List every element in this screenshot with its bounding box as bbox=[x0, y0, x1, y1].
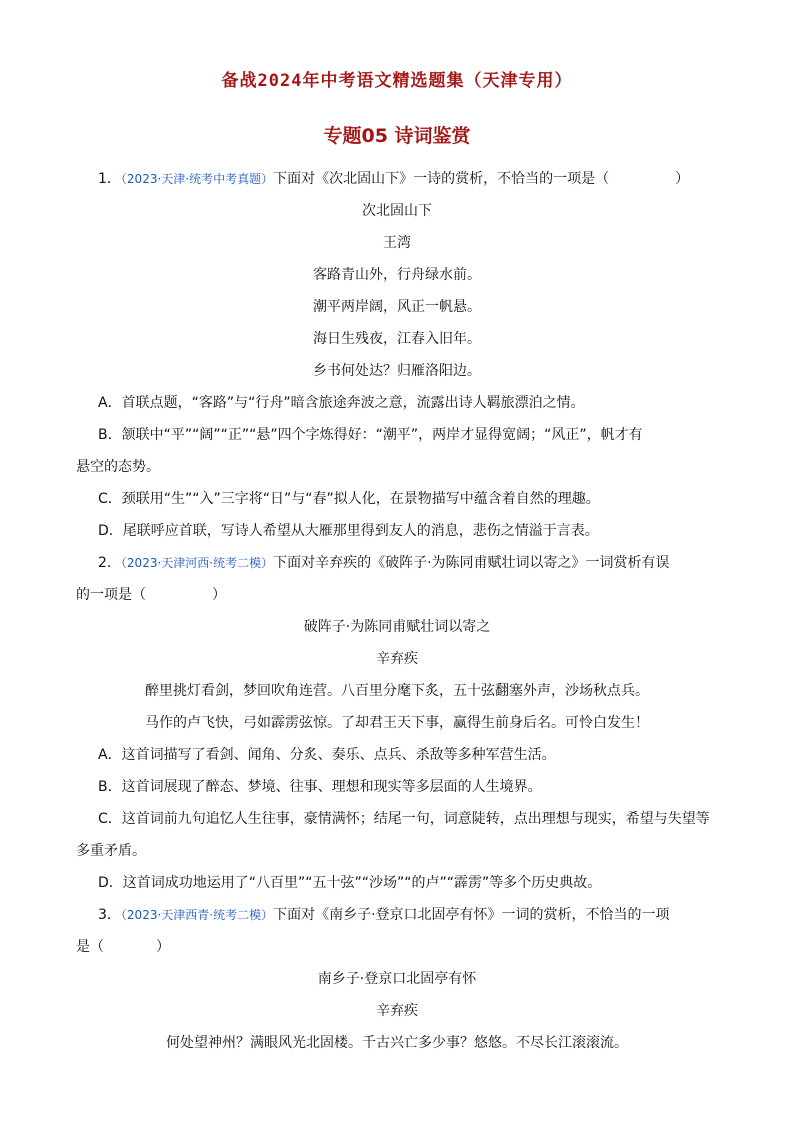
option-a: A．首联点题，“客路”与“行舟”暗含旅途奔波之意，流露出诗人羁旅漂泊之情。 bbox=[98, 395, 585, 411]
question-text: 下面对《南乡子·登京口北固亭有怀》一词的赏析，不恰当的一项 bbox=[273, 907, 670, 923]
poem-title: 次北固山下 bbox=[362, 203, 432, 219]
question-3-stem bbox=[98, 906, 738, 924]
question-number: 1． bbox=[98, 171, 121, 187]
option-a: A．这首词描写了看剑、闻角、分炙、奏乐、点兵、杀敌等多种军营生活。 bbox=[98, 747, 556, 763]
question-text: 下面对《次北固山下》一诗的赏析，不恰当的一项是（ bbox=[273, 171, 610, 187]
question-source: （2023·天津西青·统考二模） bbox=[120, 908, 274, 922]
poem-line: 客路青山外，行舟绿水前。 bbox=[313, 267, 481, 283]
option-c: C．这首词前九句追忆人生往事，豪情满怀；结尾一句，词意陡转，点出理想与现实，希望与失望等 bbox=[98, 811, 710, 827]
option-b: B．颔联中“平”“阔”“正”“悬”四个字炼得好：“潮平”，两岸才显得宽阔；“风正”，帆才有 bbox=[98, 427, 643, 443]
question-text: 是（ bbox=[76, 939, 104, 955]
option-c: C．颈联用“生”“入”三字将“日”与“春”拟人化，在景物描写中蕴含着自然的理趣。 bbox=[98, 491, 600, 507]
question-3-stem-continued bbox=[76, 938, 716, 956]
poem-author: 辛弃疾 bbox=[376, 1003, 418, 1019]
poem-line: 何处望神州？满眼风光北固楼。千古兴亡多少事？悠悠。不尽长江滚滚流。 bbox=[166, 1035, 628, 1051]
series-title: 备战2024年中考语文精选题集（天津专用） bbox=[221, 71, 573, 91]
poem-line: 潮平两岸阔，风正一帆悬。 bbox=[313, 299, 481, 315]
option-b-continued: 悬空的态势。 bbox=[76, 459, 160, 475]
question-1-stem bbox=[98, 170, 738, 188]
topic-title: 专题05 诗词鉴赏 bbox=[323, 125, 471, 147]
question-source: （2023·天津·统考中考真题） bbox=[120, 172, 274, 186]
question-number: 3． bbox=[98, 907, 121, 923]
poem-line: 马作的卢飞快，弓如霹雳弦惊。了却君王天下事，赢得生前身后名。可怜白发生！ bbox=[145, 715, 649, 731]
answer-paren-close: ） bbox=[675, 171, 690, 187]
question-number: 2． bbox=[98, 555, 121, 571]
option-b: B．这首词展现了醉态、梦境、往事、理想和现实等多层面的人生境界。 bbox=[98, 779, 542, 795]
answer-paren-close: ） bbox=[212, 587, 226, 603]
answer-paren-close: ） bbox=[156, 939, 170, 955]
question-source: （2023·天津河西·统考二模） bbox=[120, 556, 274, 570]
poem-title: 南乡子·登京口北固亭有怀 bbox=[317, 971, 477, 987]
poem-line: 海日生残夜，江春入旧年。 bbox=[313, 331, 481, 347]
option-d: D．这首词成功地运用了“八百里”“五十弦”“沙场”“的卢”“霹雳”等多个历史典故。 bbox=[98, 875, 602, 891]
poem-line: 醉里挑灯看剑，梦回吹角连营。八百里分麾下炙，五十弦翻塞外声，沙场秋点兵。 bbox=[145, 683, 649, 699]
poem-title: 破阵子·为陈同甫赋壮词以寄之 bbox=[303, 619, 491, 635]
question-2-stem bbox=[98, 554, 738, 572]
poem-author: 辛弃疾 bbox=[376, 651, 418, 667]
poem-line: 乡书何处达？归雁洛阳边。 bbox=[313, 363, 481, 379]
option-c-continued: 多重矛盾。 bbox=[76, 843, 146, 859]
question-text: 下面对辛弃疾的《破阵子·为陈同甫赋壮词以寄之》一词赏析有误 bbox=[273, 555, 670, 571]
option-d: D．尾联呼应首联，写诗人希望从大雁那里得到友人的消息，悲伤之情溢于言表。 bbox=[98, 523, 599, 539]
question-2-stem-continued bbox=[76, 586, 716, 604]
question-text: 的一项是（ bbox=[76, 587, 146, 603]
poem-author: 王湾 bbox=[383, 235, 411, 251]
